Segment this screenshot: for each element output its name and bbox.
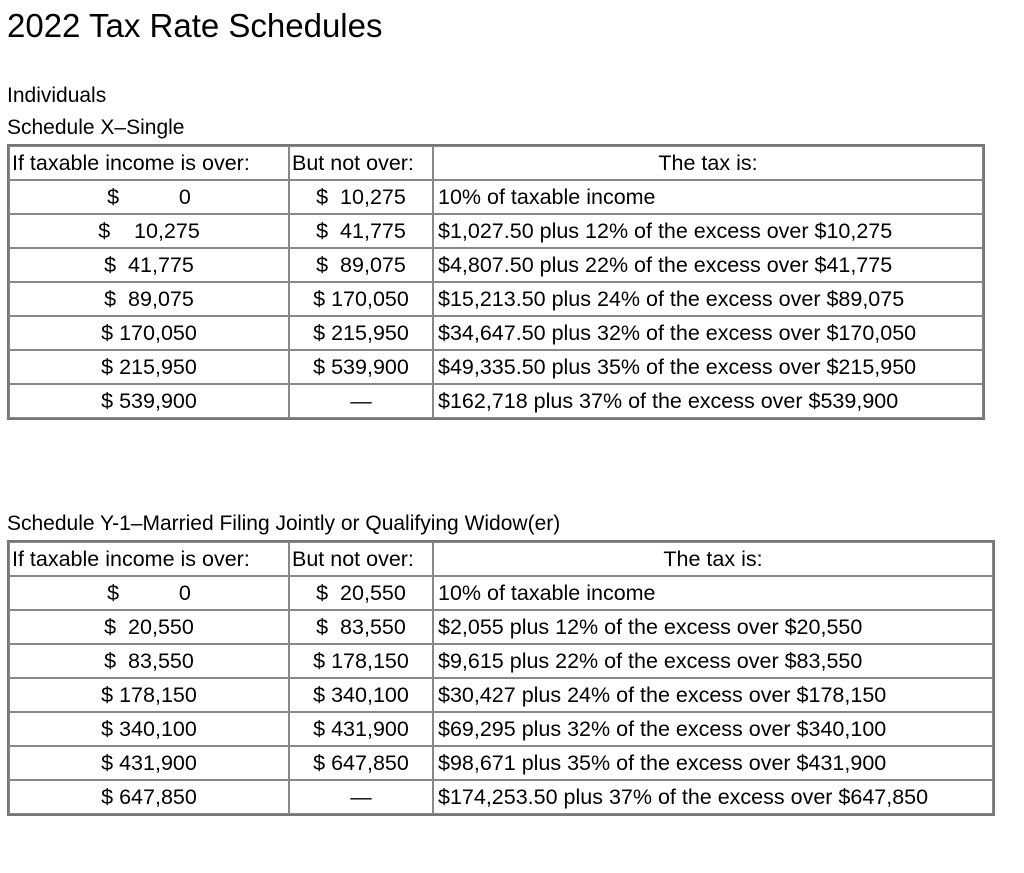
income-over-cell: $ 89,075 (9, 282, 289, 316)
income-over-cell: $ 539,900 (9, 384, 289, 418)
header-income-over: If taxable income is over: (9, 146, 289, 180)
schedule-x-table (7, 144, 985, 420)
income-over-cell: $ 431,900 (9, 746, 289, 780)
header-tax-is: The tax is: (433, 146, 983, 180)
header-tax-is: The tax is: (433, 542, 993, 576)
table-row (9, 678, 993, 712)
not-over-cell: $ 89,075 (289, 248, 433, 282)
income-over-cell: $ 647,850 (9, 780, 289, 814)
income-over-cell: $ 83,550 (9, 644, 289, 678)
income-over-cell: $ 178,150 (9, 678, 289, 712)
table-row (9, 644, 993, 678)
tax-formula-cell: $15,213.50 plus 24% of the excess over $89,075 (433, 282, 983, 316)
table-row (9, 180, 983, 214)
table-row (9, 712, 993, 746)
tax-formula-cell: $49,335.50 plus 35% of the excess over $215,950 (433, 350, 983, 384)
table-row (9, 248, 983, 282)
income-over-cell: $ 0 (9, 576, 289, 610)
income-over-cell: $ 215,950 (9, 350, 289, 384)
tax-formula-cell: $98,671 plus 35% of the excess over $431,900 (433, 746, 993, 780)
not-over-cell: $ 215,950 (289, 316, 433, 350)
header-not-over: But not over: (289, 542, 433, 576)
schedule-y1-title: Schedule Y-1–Married Filing Jointly or Qualifying Widow(er) (7, 512, 561, 535)
table-row (9, 746, 993, 780)
not-over-cell: $ 539,900 (289, 350, 433, 384)
table-row (9, 780, 993, 814)
page-title: 2022 Tax Rate Schedules (7, 7, 383, 44)
category-label: Individuals (7, 84, 107, 107)
income-over-cell: $ 340,100 (9, 712, 289, 746)
not-over-cell: $ 431,900 (289, 712, 433, 746)
not-over-cell: $ 170,050 (289, 282, 433, 316)
tax-formula-cell: 10% of taxable income (433, 180, 983, 214)
schedule-y1-table (7, 540, 995, 816)
tax-formula-cell: $2,055 plus 12% of the excess over $20,550 (433, 610, 993, 644)
tax-formula-cell: $69,295 plus 32% of the excess over $340,100 (433, 712, 993, 746)
table-row (9, 610, 993, 644)
table-header-row (9, 542, 993, 576)
not-over-cell: $ 340,100 (289, 678, 433, 712)
schedule-x-title: Schedule X–Single (7, 116, 185, 139)
not-over-cell: — (289, 384, 433, 418)
header-not-over: But not over: (289, 146, 433, 180)
income-over-cell: $ 20,550 (9, 610, 289, 644)
tax-formula-cell: $174,253.50 plus 37% of the excess over $647,850 (433, 780, 993, 814)
table-row (9, 316, 983, 350)
income-over-cell: $ 170,050 (9, 316, 289, 350)
not-over-cell: — (289, 780, 433, 814)
table-row (9, 350, 983, 384)
header-income-over: If taxable income is over: (9, 542, 289, 576)
tax-formula-cell: $9,615 plus 22% of the excess over $83,550 (433, 644, 993, 678)
tax-formula-cell: $34,647.50 plus 32% of the excess over $170,050 (433, 316, 983, 350)
not-over-cell: $ 647,850 (289, 746, 433, 780)
not-over-cell: $ 20,550 (289, 576, 433, 610)
tax-formula-cell: 10% of taxable income (433, 576, 993, 610)
not-over-cell: $ 10,275 (289, 180, 433, 214)
table-row (9, 214, 983, 248)
table-row (9, 282, 983, 316)
tax-formula-cell: $1,027.50 plus 12% of the excess over $10,275 (433, 214, 983, 248)
income-over-cell: $ 0 (9, 180, 289, 214)
income-over-cell: $ 10,275 (9, 214, 289, 248)
not-over-cell: $ 83,550 (289, 610, 433, 644)
tax-formula-cell: $162,718 plus 37% of the excess over $539,900 (433, 384, 983, 418)
tax-formula-cell: $30,427 plus 24% of the excess over $178,150 (433, 678, 993, 712)
table-header-row (9, 146, 983, 180)
table-row (9, 576, 993, 610)
table-row (9, 384, 983, 418)
not-over-cell: $ 178,150 (289, 644, 433, 678)
not-over-cell: $ 41,775 (289, 214, 433, 248)
income-over-cell: $ 41,775 (9, 248, 289, 282)
tax-formula-cell: $4,807.50 plus 22% of the excess over $41,775 (433, 248, 983, 282)
